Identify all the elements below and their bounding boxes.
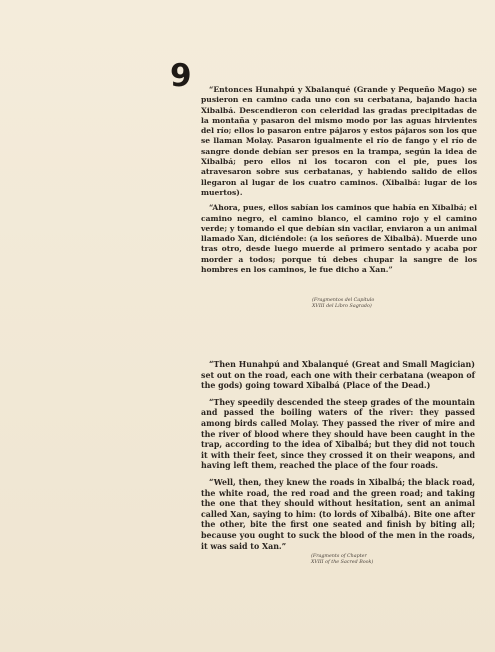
english-paragraph: “Then Hunahpú and Xbalanqué (Great and Small Magician) set out on the road, each one with their cerbatana (weapon of the gods) going toward Xibalbá (Place of the Dead.) [201, 360, 475, 391]
english-citation [311, 554, 373, 566]
citation-line: XVIII del Libro Sagrado) [312, 304, 372, 310]
spanish-citation [312, 298, 374, 310]
citation-line: (Fragments of Chapter [311, 554, 367, 559]
citation-line: XVIII of the Sacred Book) [311, 560, 374, 566]
spanish-text-block [201, 85, 477, 280]
english-paragraph: “They speedily descended the steep grades of the mountain and passed the boiling waters of the river: they passed among birds called Molay. They passed the river of mire and the river of blood where they should have been caught in the trap, according to the idea of Xibalbá; but they did not touch it with their feet, since they crossed it on their weapons, and having left them, reached the place of the four roads. [201, 397, 475, 471]
spanish-paragraph: “Ahora, pues, ellos sabían los caminos que había en Xibalbá; el camino negro, el camino blanco, el camino rojo y el camino verde; y tomando el que debían sin vacilar, enviaron a un animal llamado Xan, diciéndole: (a los señores de Xibalbá). Muerde uno tras otro, desde luego muerde al primero sentado y acaba por morder a todos; porque tú debes chupar la sangre de los hombres en los caminos, le fue dicho a Xan.” [201, 203, 477, 275]
spanish-paragraph: “Entonces Hunahpú y Xbalanqué (Grande y Pequeño Mago) se pusieron en camino cada uno con su cerbatana, bajando hacia Xibalbá. Descendieron con celeridad las gradas precipitadas de la montaña y pasaron del mismo modo por las aguas hirvientes del río; ellos lo pasaron entre pájaros y estos pájaros son los que se llaman Molay. Pasaron igualmente el río de fango y el río de sangre donde debían ser presos en la trampa, según la idea de Xibalbá; pero ellos ni los tocaron con el pie, pues los atravesaron sobre sus cerbatanas, y habiendo salido de ellos llegaron al lugar de los cuatro caminos. (Xibalbá: lugar de los muertos). [201, 85, 477, 197]
citation-line: (Fragmentos del Capítulo [312, 298, 375, 303]
english-text-block [201, 360, 475, 558]
english-paragraph: “Well, then, they knew the roads in Xibalbá; the black road, the white road, the red road and the green road; and taking the one that they should without hesitation, sent an animal called Xan, saying to him: (to lords of Xibalbá). Bite one after the other, bite the first one seated and finish by biting all; because you ought to suck the blood of the men in the roads, it was said to Xan.” [201, 477, 475, 551]
page-number: 9 [170, 58, 191, 94]
